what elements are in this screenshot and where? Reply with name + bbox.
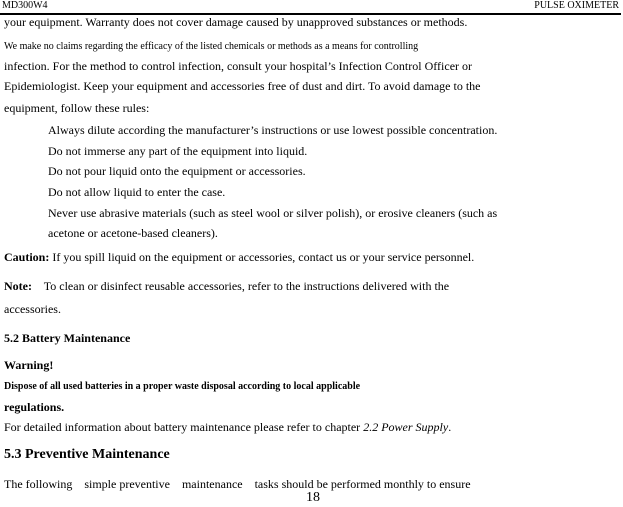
warning-label: Warning!: [4, 358, 54, 372]
rule-item: Always dilute according the manufacturer’s instructions or use lowest possible concentration.: [48, 123, 498, 137]
section-heading-5-3: 5.3 Preventive Maintenance: [4, 447, 170, 462]
text-line: equipment, follow these rules:: [4, 101, 150, 115]
caution-line: [4, 250, 474, 264]
text-line: We make no claims regarding the efficacy of the listed chemicals or methods as a means for controlling: [4, 41, 419, 52]
rule-item: Do not pour liquid onto the equipment or accessories.: [48, 164, 306, 178]
caution-label: Caution:: [4, 250, 50, 264]
rule-item: Do not allow liquid to enter the case.: [48, 185, 226, 199]
header-model: MD300W4: [2, 0, 48, 11]
text-line: your equipment. Warranty does not cover damage caused by unapproved substances or methods.: [4, 15, 468, 29]
text-line: accessories.: [4, 302, 61, 316]
battery-line: [4, 420, 451, 434]
header-product: PULSE OXIMETER: [534, 0, 619, 11]
warning-text: Dispose of all used batteries in a proper waste disposal according to local applicable: [4, 381, 361, 392]
page-header: [0, 0, 621, 15]
text-line: Epidemiologist. Keep your equipment and accessories free of dust and dirt. To avoid damage to the: [4, 79, 481, 93]
note-text: To clean or disinfect reusable accessories, refer to the instructions delivered with the: [31, 279, 450, 293]
section-heading-5-2: 5.2 Battery Maintenance: [4, 331, 131, 345]
rule-item: acetone or acetone-based cleaners).: [48, 226, 218, 240]
text-line: infection. For the method to control infection, consult your hospital’s Infection Control Officer or: [4, 59, 473, 73]
rule-item: Do not immerse any part of the equipment into liquid.: [48, 144, 308, 158]
chapter-reference: 2.2 Power Supply: [363, 420, 449, 434]
battery-text: For detailed information about battery maintenance please refer to chapter: [4, 420, 364, 434]
rule-item: Never use abrasive materials (such as steel wool or silver polish), or erosive cleaners (such as: [48, 206, 498, 220]
warning-text: regulations.: [4, 400, 65, 414]
battery-end: .: [448, 420, 452, 434]
page-number: 18: [306, 490, 320, 505]
caution-text: If you spill liquid on the equipment or accessories, contact us or your service personnel.: [49, 250, 475, 264]
note-line: [4, 279, 449, 293]
text-line: The following simple preventive maintenance tasks should be performed monthly to ensure: [4, 477, 471, 491]
note-label: Note:: [4, 279, 32, 293]
